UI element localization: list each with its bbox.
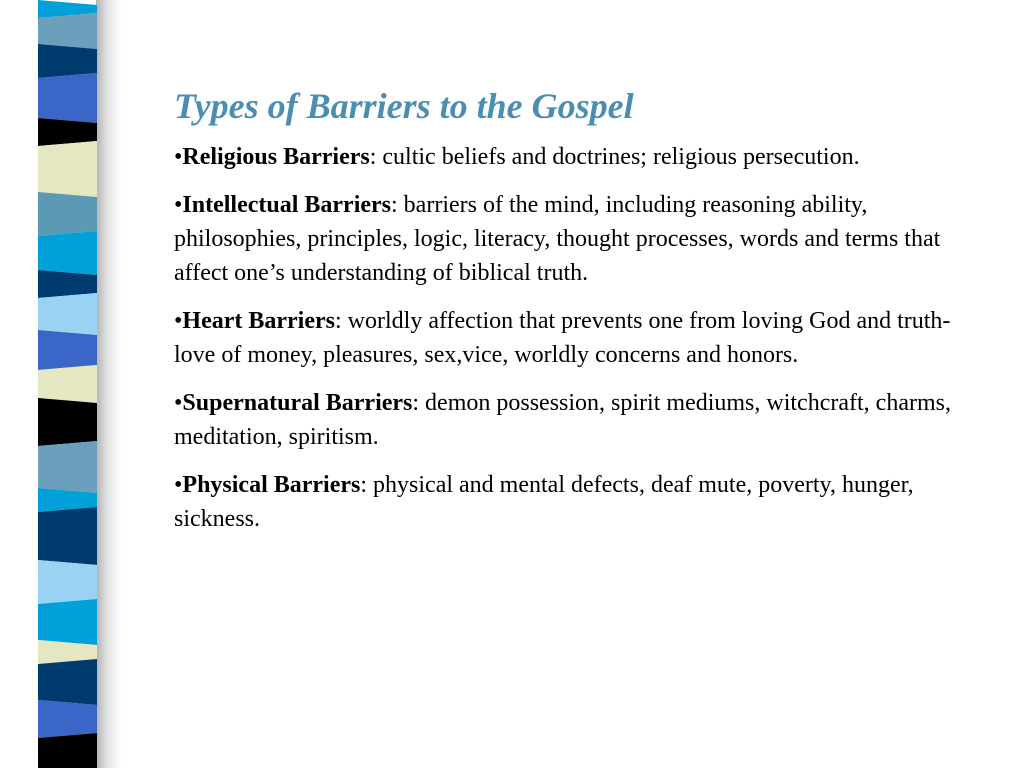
bullet-text: : worldly affection that prevents one from loving God and truth- love of money, pleasures, sex,vice, worldly concerns and honors. (174, 308, 951, 368)
bullet-marker: • (174, 308, 183, 334)
bullet-marker: • (174, 192, 183, 218)
bullet-term: Supernatural Barriers (182, 390, 413, 416)
bullet-marker: • (174, 472, 183, 498)
strip-band (38, 398, 97, 446)
bullet-text: : barriers of the mind, including reasoning ability, philosophies, principles, logic, literacy, thought processes, words and terms that affect one’s understanding of biblical truth. (174, 192, 941, 286)
bullet-supernatural-barriers (174, 386, 964, 454)
strip-band (38, 560, 97, 604)
strip-band (38, 507, 97, 565)
bullet-text: : physical and mental defects, deaf mute, poverty, hunger, sickness. (174, 472, 914, 532)
decorative-color-strip (0, 0, 120, 768)
strip-band (38, 599, 97, 645)
strip-band (38, 231, 97, 275)
strip-band (38, 44, 97, 78)
strip-band (38, 441, 97, 493)
bullet-marker: • (174, 390, 183, 416)
bullet-religious-barriers (174, 140, 964, 174)
slide-content (174, 84, 964, 550)
bullet-term: Heart Barriers (182, 308, 335, 334)
strip-band (38, 700, 97, 738)
bullet-heart-barriers (174, 304, 964, 372)
strip-band (38, 733, 97, 768)
bullet-term: Intellectual Barriers (182, 192, 392, 218)
bullet-term: Religious Barriers (182, 144, 370, 170)
strip-band (38, 73, 97, 123)
strip-band (38, 659, 97, 705)
bullet-term: Physical Barriers (182, 472, 361, 498)
strip-band (38, 330, 97, 370)
bullet-physical-barriers (174, 468, 964, 536)
strip-band (38, 192, 97, 236)
strip-band (38, 365, 97, 403)
strip-band (38, 13, 97, 49)
strip-band (38, 293, 97, 335)
bullet-text: : cultic beliefs and doctrines; religious persecution. (369, 144, 860, 170)
bullet-marker: • (174, 144, 183, 170)
slide-title: Types of Barriers to the Gospel (174, 86, 634, 126)
strip-band (38, 141, 97, 197)
bullet-text: : demon possession, spirit mediums, witchcraft, charms, meditation, spiritism. (174, 390, 951, 450)
bullet-intellectual-barriers (174, 188, 964, 290)
